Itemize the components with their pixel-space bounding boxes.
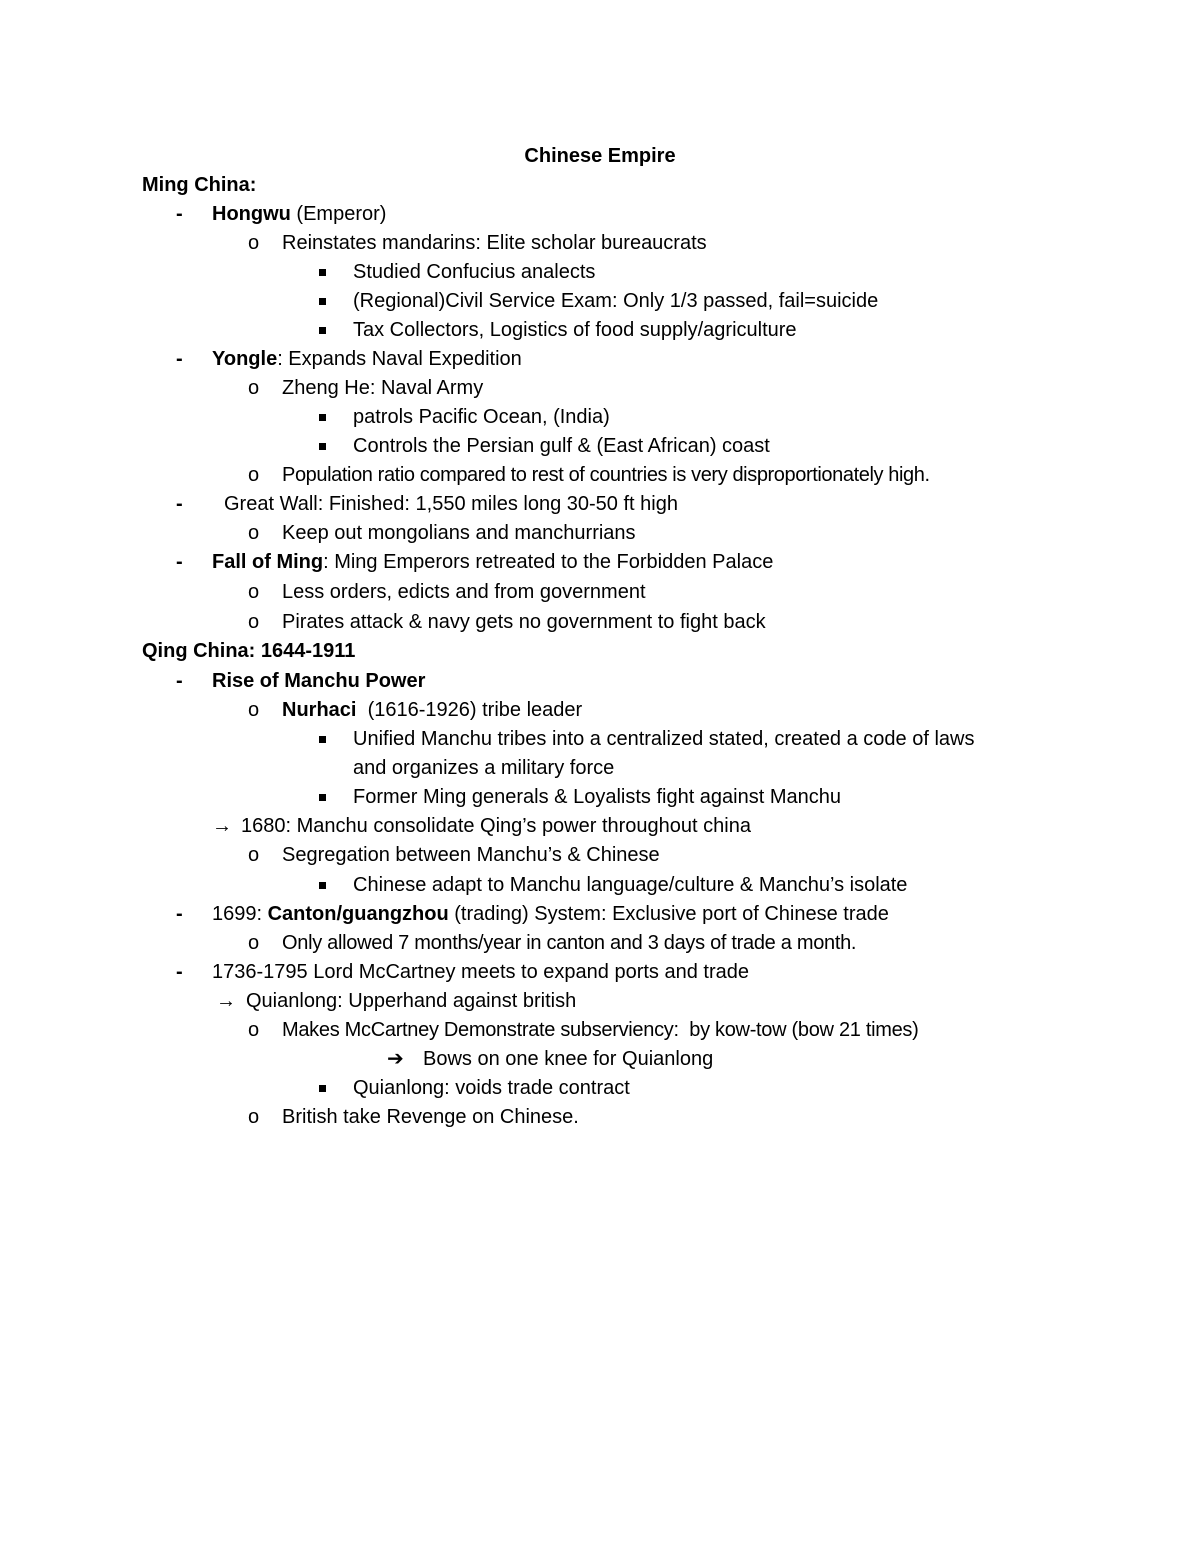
circle-marker: o <box>248 232 260 254</box>
canton-name: Canton/guangzhou <box>267 903 449 925</box>
rise-name: Rise of Manchu Power <box>212 670 426 692</box>
dash-marker: - <box>176 348 183 370</box>
canton-year: 1699: <box>212 903 268 925</box>
dash-marker: - <box>176 203 183 225</box>
yongle-sub-text: Zheng He: Naval Army <box>282 377 484 399</box>
mccartney-sub-text: Makes McCartney Demonstrate subserviency: by kow-tow (bow 21 times) <box>282 1019 919 1041</box>
manchu-arrow-text: 1680: Manchu consolidate Qing’s power throughout china <box>241 815 751 837</box>
canton-rest: (trading) System: Exclusive port of Chinese trade <box>448 903 889 925</box>
square-bullet-icon <box>319 1085 326 1092</box>
circle-marker: o <box>248 699 260 721</box>
arrow-right-icon: → <box>216 990 236 1012</box>
hongwu-bullet-text: Tax Collectors, Logistics of food supply/agriculture <box>353 319 797 341</box>
square-bullet-icon <box>319 269 326 276</box>
dash-marker: - <box>176 961 183 983</box>
square-bullet-icon <box>319 736 326 743</box>
yongle-name: Yongle <box>212 348 278 370</box>
square-bullet-icon <box>319 794 326 801</box>
hongwu-bullet-text: Studied Confucius analects <box>353 261 596 283</box>
arrow-right-icon: → <box>212 815 232 837</box>
segregation-sub-text: Segregation between Manchu’s & Chinese <box>282 844 660 866</box>
section-heading-ming: Ming China: <box>142 174 257 196</box>
square-bullet-icon <box>319 327 326 334</box>
fall-rest: : Ming Emperors retreated to the Forbidden Palace <box>323 551 774 573</box>
square-bullet-icon <box>319 882 326 889</box>
fall-sub-text: Pirates attack & navy gets no government to fight back <box>282 611 766 633</box>
circle-marker: o <box>248 1106 260 1128</box>
yongle-bullet-text: patrols Pacific Ocean, (India) <box>353 406 610 428</box>
mccartney-text: 1736-1795 Lord McCartney meets to expand ports and trade <box>212 961 749 983</box>
circle-marker: o <box>248 377 260 399</box>
dash-marker: - <box>176 903 183 925</box>
circle-marker: o <box>248 844 260 866</box>
square-bullet-icon <box>319 298 326 305</box>
hongwu-name: Hongwu <box>212 203 291 225</box>
revenge-sub-text: British take Revenge on Chinese. <box>282 1106 579 1128</box>
nurhaci-name: Nurhaci <box>282 699 357 721</box>
square-bullet-icon <box>319 414 326 421</box>
dash-marker: - <box>176 551 183 573</box>
quianlong-arrow-text: Quianlong: Upperhand against british <box>246 990 577 1012</box>
nurhaci-rest: (1616-1926) tribe leader <box>356 699 583 721</box>
dash-marker: - <box>176 493 183 515</box>
fall-sub-text: Less orders, edicts and from government <box>282 581 646 603</box>
great-wall-text: Great Wall: Finished: 1,550 miles long 30-50 ft high <box>224 493 678 515</box>
yongle-rest: : Expands Naval Expedition <box>277 348 522 370</box>
circle-marker: o <box>248 464 260 486</box>
nurhaci-bullet-text: Unified Manchu tribes into a centralized stated, created a code of laws <box>353 728 975 750</box>
yongle-bullet-text: Controls the Persian gulf & (East African) coast <box>353 435 770 457</box>
canton-sub-text: Only allowed 7 months/year in canton and 3 days of trade a month. <box>282 932 857 954</box>
great-wall-sub-text: Keep out mongolians and manchurrians <box>282 522 636 544</box>
quianlong-bullet-text: Quianlong: voids trade contract <box>353 1077 630 1099</box>
circle-marker: o <box>248 932 260 954</box>
square-bullet-icon <box>319 443 326 450</box>
fall-name: Fall of Ming <box>212 551 324 573</box>
kowtow-arrow-text: Bows on one knee for Quianlong <box>423 1048 714 1070</box>
hongwu-sub-text: Reinstates mandarins: Elite scholar bureaucrats <box>282 232 707 254</box>
nurhaci-bullet-text-cont: and organizes a military force <box>353 757 615 779</box>
circle-marker: o <box>248 1019 260 1041</box>
segregation-bullet-text: Chinese adapt to Manchu language/culture & Manchu’s isolate <box>353 874 908 896</box>
document-title: Chinese Empire <box>524 145 676 167</box>
hongwu-bullet-text: (Regional)Civil Service Exam: Only 1/3 passed, fail=suicide <box>353 290 879 312</box>
nurhaci-bullet-text: Former Ming generals & Loyalists fight against Manchu <box>353 786 842 808</box>
dash-marker: - <box>176 670 183 692</box>
hongwu-rest: (Emperor) <box>290 203 387 225</box>
circle-marker: o <box>248 611 260 633</box>
circle-marker: o <box>248 581 260 603</box>
yongle-sub2-text: Population ratio compared to rest of countries is very disproportionately high. <box>282 464 930 486</box>
circle-marker: o <box>248 522 260 544</box>
bold-arrow-right-icon: ➔ <box>387 1048 404 1070</box>
section-heading-qing: Qing China: 1644-1911 <box>142 640 356 662</box>
